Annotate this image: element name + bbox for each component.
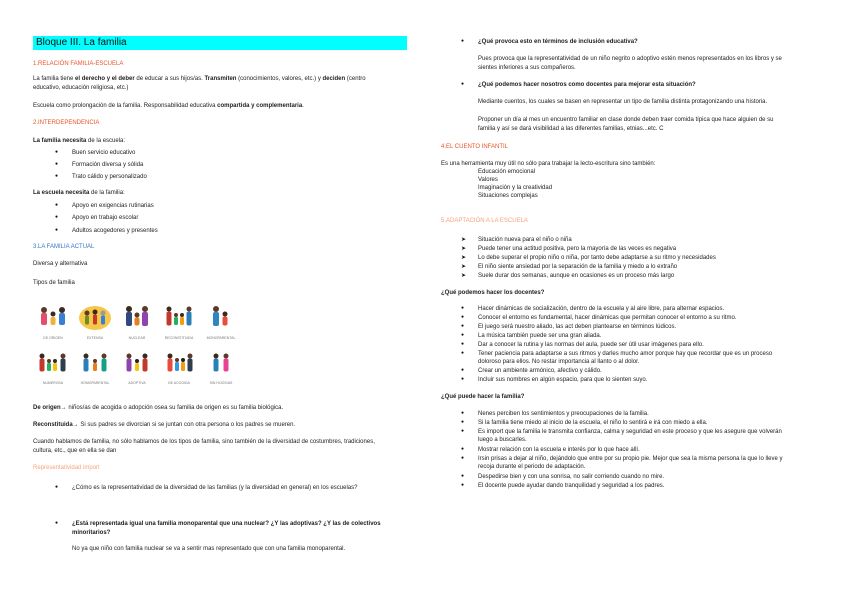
family-type — [78, 300, 112, 341]
list-item: Imaginación y la creatividad — [478, 185, 553, 191]
list-item: ● Dar a conocer la rutina y las normas del aula, puede ser útil usar imágenes para ello. — [478, 341, 704, 349]
family-extensa-icon — [78, 300, 112, 334]
question-inclusion: ● ¿Qué provoca esto en términos de inclusión educativa? — [478, 38, 638, 46]
text-fragment: de la familia: — [89, 190, 125, 196]
definicion-reconstituida — [33, 421, 295, 429]
family-homoparental-icon — [78, 349, 112, 379]
list-item: ● Crear un ambiente armónico, afectivo y cálido. — [478, 367, 602, 375]
list-item-continuation: luego a buscarles. — [478, 437, 527, 443]
list-item: ➤ Situación nueva para el niño o niña — [478, 236, 572, 244]
section-heading-familia-actual: 3.LA FAMILIA ACTUAL — [33, 244, 95, 250]
list-item: ● Nenes perciben los sentimientos y preocupaciones de la familia. — [478, 410, 649, 418]
text-fragment: (centro — [345, 76, 366, 82]
list-item: ● Apoyo en trabajo escolar — [72, 214, 138, 222]
section-heading-interdependencia: 2.INTERDEPENDENCIA — [33, 120, 100, 126]
paragraph-familia-derecho-line2: educativo, educación religiosa, etc.) — [33, 85, 129, 91]
answer-monoparental: No ya que niño con familia nuclear se va a sentir mas representado que con una familia monoparental. — [72, 546, 346, 552]
family-type-label: EXTENSA — [86, 336, 104, 340]
question-que-hacer-familia: ¿Qué puede hacer la familia? — [441, 394, 525, 400]
text-bold: La escuela necesita — [33, 190, 90, 196]
family-types-row-1 — [36, 300, 246, 341]
text-fragment: de la escuela: — [86, 138, 126, 144]
list-item: ➤ Lo debe superar el propio niño o niña, por tanto debe adaptarse a su ritmo y necesidades — [478, 254, 716, 262]
answer-inclusion: Pues provoca que la representatividad de un niño negrito o adoptivo estén menos representados en los libros y se — [478, 56, 782, 62]
text-bold: De origen — [33, 405, 61, 411]
question-monoparental: ● ¿Está representada igual una familia monoparental que una nuclear? ¿Y las adoptivas? ¿Y las de colectivos — [72, 520, 381, 528]
family-type-label: MONOPARENTAL — [206, 336, 236, 340]
family-acogida-icon — [162, 349, 196, 379]
paragraph-cuando-hablamos: Cuando hablamos de familia, no sólo hablamos de los tipos de familia, sino también de la diversidad de costumbres, tradiciones, — [33, 439, 375, 445]
list-item: ● El docente puede ayudar dando tranquilidad y seguridad a los padres. — [478, 482, 664, 490]
family-numerosa-icon — [36, 349, 70, 379]
answer-encuentro: Proponer un día al mes un encuentro familiar en clase donde deben traer comida típica que hace alguien de su — [478, 117, 774, 123]
family-type — [162, 349, 196, 386]
list-item: ● Es import que la familia le transmita confianza, calma y seguridad en este proceso y que les asegure que volverán — [478, 428, 782, 436]
escuela-necesita-label — [33, 189, 125, 197]
family-sin-hijos-icon — [204, 349, 238, 379]
list-item: ● El juego será nuestro aliado, las act deben plantearse en términos lúdicos. — [478, 323, 676, 331]
text-fragment: La familia tiene — [33, 76, 76, 82]
family-monoparental-icon — [204, 300, 238, 334]
answer-cuentos: Mediante cuentos, los cuales se basen en representar un tipo de familia distinta protagonizando una historia. — [478, 99, 768, 105]
family-type — [204, 349, 238, 386]
family-type-label: NUCLEAR — [128, 336, 146, 340]
family-type-label: HOMOPARENTAL — [80, 381, 110, 385]
list-item: ● Formación diversa y sólida — [72, 161, 143, 169]
text-bold: deciden — [322, 76, 346, 82]
page-title: Bloque III. La familia — [33, 36, 407, 50]
family-type — [204, 300, 238, 341]
text-fragment: . — [302, 103, 304, 109]
text-bold: Transmiten — [204, 76, 237, 82]
list-item: Valores — [478, 177, 498, 183]
family-type-label: DE ACOGIDA — [168, 381, 190, 385]
paragraph-escuela-prolongacion — [33, 102, 304, 110]
section-heading-representatividad: Representatividad import — [33, 465, 100, 471]
family-type — [120, 300, 154, 341]
family-type — [120, 349, 154, 386]
family-reconstituida-icon — [162, 300, 196, 334]
definicion-de-origen — [33, 404, 283, 412]
list-item: ● Despedirse bien y con una sonrisa, no salir corriendo cuando no mire. — [478, 473, 664, 481]
familia-necesita-label — [33, 137, 125, 145]
question-que-hacer-docentes: ¿Qué podemos hacer los docentes? — [441, 290, 545, 296]
section-heading-cuento: 4.EL CUENTO INFANTIL — [441, 144, 509, 150]
section-heading-relacion: 1.RELACIÓN FAMILIA-ESCUELA — [33, 61, 124, 67]
tipos-text: Tipos de familia — [33, 280, 75, 286]
list-item: Educación emocional — [478, 169, 536, 175]
list-item-continuation: doloroso para ellos. No restar importancia al llanto o al dolor. — [478, 359, 640, 365]
family-type — [78, 349, 112, 386]
diversa-text: Diversa y alternativa — [33, 261, 88, 267]
family-type — [36, 300, 70, 341]
list-item: ● Si la familia tiene miedo al inicio de la escuela, el niño lo sentirá e irá con miedo a ella. — [478, 419, 707, 427]
list-item: Situaciones complejas — [478, 193, 538, 199]
text-fragment: Si sus padres se divorcian si se juntan con otra persona o los padres se mueren. — [78, 422, 296, 428]
list-item: ➤ El niño siente ansiedad por la separación de la familia y miedo a lo extraño — [478, 263, 677, 271]
family-type — [162, 300, 196, 341]
family-type-label: ADOPTIVA — [128, 381, 146, 385]
family-type-label: RECONSTITUIDA — [164, 336, 194, 340]
family-type-label: DE ORIGEN — [43, 336, 63, 340]
list-item: ● Hacer dinámicas de socialización, dentro de la escuela y al aire libre, para alternar espacios. — [478, 305, 724, 313]
list-item: ● La música también puede ser una gran aliada. — [478, 332, 601, 340]
answer-encuentro-line2: familia y así se dará visibilidad a las diferentes familias, etnias...etc. C — [478, 126, 664, 132]
text-bold: Reconstituida — [33, 422, 73, 428]
list-item: ● Buen servicio educativo — [72, 149, 135, 157]
list-item: ● Conocer el entorno es fundamental, hacer dinámicas que permitan conocer el entorno a su ritmo. — [478, 314, 736, 322]
arrow-icon: → — [72, 422, 79, 428]
text-bold: La familia necesita — [33, 138, 87, 144]
paragraph-cuando-hablamos-line2: cultura, etc., que en ella se dan — [33, 448, 117, 454]
text-fragment: de educar a sus hijos/as. — [134, 76, 205, 82]
list-item: ➤ Suele durar dos semanas, aunque en ocasiones es un proceso más largo — [478, 272, 674, 280]
list-item-continuation: recoja durante el periodo de adaptación. — [478, 464, 586, 470]
text-fragment: (conocimientos, valores, etc.) y — [236, 76, 323, 82]
paragraph-familia-derecho — [33, 75, 366, 83]
family-adoptiva-icon — [120, 349, 154, 379]
family-type-label: SIN HIJOS/AS — [209, 381, 233, 385]
text-fragment: niños/as de acogida o adopción osea su familia de origen es su familia biológica. — [66, 405, 284, 411]
family-type — [36, 349, 70, 386]
list-item: ● Apoyo en exigencias rutinarias — [72, 202, 154, 210]
family-types-row-2 — [36, 349, 246, 386]
list-item: ● Incluir sus nombres en algún espacio, para que lo sienten suyo. — [478, 376, 647, 384]
family-origen-icon — [36, 300, 70, 334]
family-nuclear-icon — [120, 300, 154, 334]
list-item: ● Trato cálido y personalizado — [72, 173, 147, 181]
answer-inclusion-line2: sientes inferiores a sus compañeros. — [478, 65, 576, 71]
question-monoparental-line2: minoritarios? — [72, 530, 111, 536]
text-bold: compartida y complementaria — [217, 103, 303, 109]
question-representatividad: ● ¿Cómo es la representatividad de la diversidad de las familias (y la diversidad en general) en los escuelas? — [72, 484, 357, 492]
arrow-icon: → — [60, 405, 67, 411]
list-item: ● Irsin prisas a dejar al niño, dejándolo que entre por su propio pie. Mejor que sea la misma persona la que lo lleve y — [478, 455, 783, 463]
section-heading-adaptacion: 5.ADAPTACIÓN A LA ESCUELA — [441, 218, 528, 224]
family-type-label: NUMEROSA — [42, 381, 64, 385]
list-item: ● Tener paciencia para adaptarse a sus ritmos y darles mucho amor porque hay que recordar que es un proceso — [478, 350, 772, 358]
list-item: ● Mostrar relación con la escuela e interés por lo que hace allí. — [478, 446, 640, 454]
text-fragment: Escuela como prolongación de la familia. Responsabilidad educativa — [33, 103, 218, 109]
cuento-intro: Es una herramienta muy útil no sólo para trabajar la lecto-escritura sino también: — [441, 161, 656, 167]
list-item: ➤ Puede tener una actitud positiva, pero la mayoría de las veces es negativa — [478, 245, 676, 253]
question-docentes-mejorar: ● ¿Qué podemos hacer nosotros como docentes para mejorar esta situación? — [478, 81, 696, 89]
text-bold: el derecho y el deber — [75, 76, 135, 82]
list-item: ● Adultos acogedores y presentes — [72, 227, 158, 235]
